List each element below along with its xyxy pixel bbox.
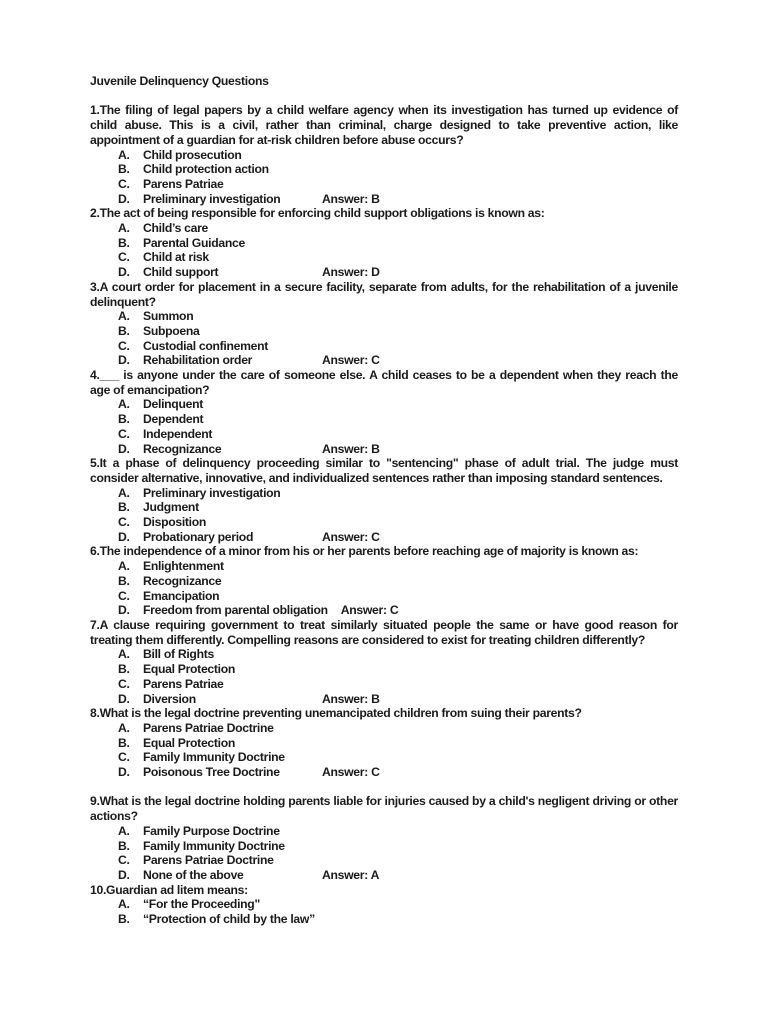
option-row: [90, 662, 678, 677]
option-label: Equal Protection: [143, 662, 236, 677]
option-letter: D.: [118, 867, 130, 882]
document-title: Juvenile Delinquency Questions: [90, 74, 269, 88]
question-block: [90, 456, 678, 544]
option-label: Summon: [143, 309, 194, 324]
option-row: [90, 750, 678, 765]
option-label: Family Immunity Doctrine: [143, 750, 285, 765]
option-row: [90, 912, 678, 927]
option-label: Recognizance: [143, 573, 222, 588]
answer-text: Answer: B: [322, 191, 380, 206]
option-letter: D.: [118, 691, 130, 706]
option-label: Child protection action: [143, 162, 269, 177]
option-letter: C.: [118, 853, 130, 868]
option-label: Parens Patriae: [143, 676, 224, 691]
question-text: 9.What is the legal doctrine holding parents liable for injuries caused by a child's negligent driving or other actions?: [90, 794, 678, 824]
option-label: Enlightenment: [143, 559, 224, 574]
questions-list: [90, 103, 678, 926]
question-block: [90, 794, 678, 882]
option-label: Rehabilitation order: [143, 353, 253, 368]
option-row: [90, 177, 678, 192]
answer-text: Answer: D: [322, 265, 380, 280]
option-label: Diversion: [143, 691, 196, 706]
option-letter: B.: [118, 235, 130, 250]
option-row: [90, 824, 678, 839]
option-row: [90, 589, 678, 604]
question-text: 4.___ is anyone under the care of someone else. A child ceases to be a dependent when they reach the age of emancipation?: [90, 368, 678, 397]
question-block: [90, 103, 678, 206]
option-row: [90, 162, 678, 177]
option-label: Family Purpose Doctrine: [143, 823, 280, 838]
option-letter: B.: [118, 573, 130, 588]
option-label: Subpoena: [143, 323, 200, 338]
option-label: Bill of Rights: [143, 647, 214, 662]
option-label: “Protection of child by the law”: [143, 912, 315, 927]
option-label: Preliminary investigation: [143, 485, 281, 500]
option-letter: A.: [118, 221, 130, 236]
answer-text: Answer: C: [322, 765, 380, 780]
option-row: [90, 324, 678, 339]
option-row: [90, 427, 678, 442]
option-row: [90, 897, 678, 912]
option-label: Judgment: [143, 500, 199, 515]
option-label: “For the Proceeding": [143, 897, 260, 912]
option-label: Child support: [143, 265, 219, 280]
option-row: [90, 412, 678, 427]
option-row: [90, 515, 678, 530]
option-row: [90, 486, 678, 501]
option-row: [90, 236, 678, 251]
question-text: 7.A clause requiring government to treat similarly situated people the same or have good reason for treating them differently. Compelling reasons are considered to exist for treating children differently?: [90, 618, 678, 647]
option-label: Delinquent: [143, 397, 203, 412]
option-letter: C.: [118, 515, 130, 530]
option-label: Freedom from parental obligation: [143, 603, 328, 618]
option-label: Parens Patriae: [143, 176, 224, 191]
option-letter: A.: [118, 823, 130, 838]
option-letter: D.: [118, 441, 130, 456]
answer-text: Answer: C: [322, 529, 380, 544]
option-row: [90, 868, 678, 883]
option-letter: C.: [118, 750, 130, 765]
option-label: Child’s care: [143, 221, 209, 236]
option-label: Child prosecution: [143, 147, 242, 162]
option-letter: B.: [118, 912, 130, 927]
option-letter: B.: [118, 412, 130, 427]
option-row: [90, 736, 678, 751]
option-row: [90, 250, 678, 265]
option-letter: B.: [118, 735, 130, 750]
option-row: [90, 677, 678, 692]
option-row: [90, 559, 678, 574]
answer-text: Answer: B: [322, 691, 380, 706]
option-letter: A.: [118, 309, 130, 324]
option-row: [90, 574, 678, 589]
question-text: 1.The filing of legal papers by a child welfare agency when its investigation has turned up evidence of child abuse. This is a civil, rather than criminal, charge designed to take preventive action, like appointment of a guardian for at-risk children before abuse occurs?: [90, 103, 678, 147]
question-text: 3.A court order for placement in a secure facility, separate from adults, for the rehabilitation of a juvenile delinquent?: [90, 279, 678, 309]
option-row: [90, 853, 678, 868]
option-row: [90, 721, 678, 736]
option-letter: C.: [118, 426, 130, 441]
option-row: [90, 442, 678, 457]
option-letter: B.: [118, 162, 130, 177]
option-row: [90, 192, 678, 207]
answer-text: Answer: C: [322, 353, 380, 368]
option-label: Parens Patriae Doctrine: [143, 720, 274, 735]
option-letter: A.: [118, 897, 130, 912]
question-block: [90, 618, 678, 706]
option-letter: B.: [118, 500, 130, 515]
option-row: [90, 603, 678, 618]
option-letter: C.: [118, 176, 130, 191]
option-label: None of the above: [143, 867, 244, 882]
option-label: Disposition: [143, 515, 207, 530]
question-block: [90, 206, 678, 280]
option-letter: A.: [118, 397, 130, 412]
option-row: [90, 353, 678, 368]
option-letter: D.: [118, 603, 130, 618]
option-letter: D.: [118, 529, 130, 544]
option-row: [90, 647, 678, 662]
option-letter: A.: [118, 647, 130, 662]
option-label: Dependent: [143, 412, 204, 427]
option-letter: A.: [118, 485, 130, 500]
option-letter: C.: [118, 250, 130, 265]
option-row: [90, 765, 678, 780]
answer-text: Answer: A: [322, 867, 380, 882]
option-row: [90, 692, 678, 707]
option-letter: D.: [118, 353, 130, 368]
option-letter: D.: [118, 191, 130, 206]
option-letter: A.: [118, 720, 130, 735]
option-label: Poisonous Tree Doctrine: [143, 765, 280, 780]
option-letter: D.: [118, 265, 130, 280]
option-letter: B.: [118, 838, 130, 853]
option-label: Recognizance: [143, 441, 222, 456]
option-letter: C.: [118, 588, 130, 603]
option-label: Probationary period: [143, 529, 254, 544]
option-label: Preliminary investigation: [143, 191, 281, 206]
question-block: [90, 544, 678, 618]
question-block: [90, 280, 678, 368]
option-row: [90, 309, 678, 324]
option-row: [90, 397, 678, 412]
question-block: [90, 368, 678, 456]
option-label: Equal Protection: [143, 735, 236, 750]
question-text: 8.What is the legal doctrine preventing unemancipated children from suing their parents?: [90, 706, 582, 721]
option-label: Independent: [143, 426, 213, 441]
option-label: Parental Guidance: [143, 235, 245, 250]
answer-text: Answer: C: [340, 603, 399, 618]
option-label: Emancipation: [143, 588, 220, 603]
option-letter: A.: [118, 559, 130, 574]
option-row: [90, 500, 678, 515]
option-letter: B.: [118, 323, 130, 338]
option-label: Family Immunity Doctrine: [143, 838, 285, 853]
question-text: 6.The independence of a minor from his or her parents before reaching age of majority is known as:: [90, 544, 639, 559]
option-row: [90, 839, 678, 854]
option-letter: C.: [118, 676, 130, 691]
option-row: [90, 221, 678, 236]
option-letter: D.: [118, 765, 130, 780]
option-row: [90, 530, 678, 545]
option-label: Parens Patriae Doctrine: [143, 853, 274, 868]
question-text: 10.Guardian ad litem means:: [90, 882, 248, 897]
option-label: Child at risk: [143, 250, 209, 265]
answer-text: Answer: B: [322, 441, 380, 456]
option-label: Custodial confinement: [143, 338, 269, 353]
question-block: [90, 706, 678, 780]
question-text: 5.It a phase of delinquency proceeding similar to "sentencing" phase of adult trial. The judge must consider alternative, innovative, and individualized sentences rather than imposing standard sentences.: [90, 456, 678, 485]
question-text: 2.The act of being responsible for enforcing child support obligations is known as:: [90, 206, 545, 221]
option-letter: C.: [118, 338, 130, 353]
option-letter: B.: [118, 662, 130, 677]
option-row: [90, 339, 678, 354]
question-block: [90, 883, 678, 927]
option-row: [90, 148, 678, 163]
option-row: [90, 265, 678, 280]
option-letter: A.: [118, 147, 130, 162]
